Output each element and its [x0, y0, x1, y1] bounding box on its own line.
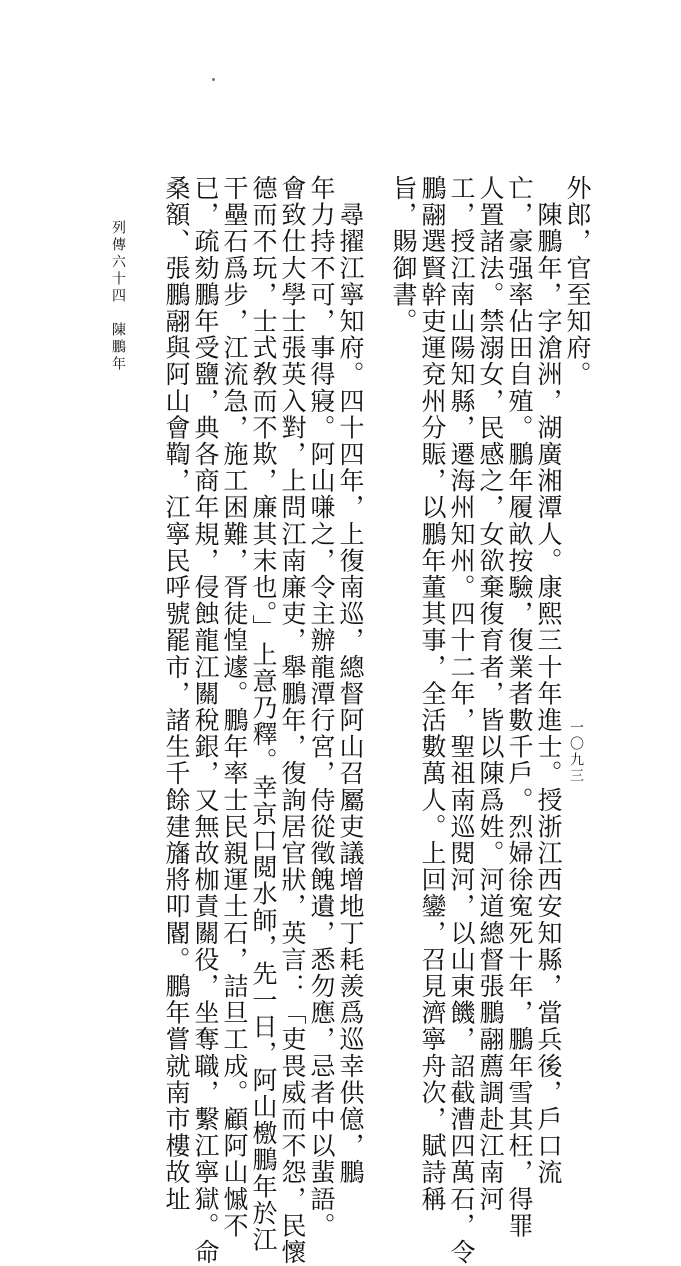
paper-speck: [212, 78, 215, 81]
text-column-7: 旨，賜御書。: [389, 175, 418, 335]
text-column-9: 年力持不可，事得寢。阿山嗛之，令主辦龍潭行宮，侍從徵餽遺，悉勿應，忌者中以蜚語。: [307, 175, 336, 1239]
text-column-10: 會致仕大學士張英入對，上問江南廉吏，舉鵬年，復詢居官狀，英言：「吏畏威而不怨，民懷: [278, 175, 307, 1266]
text-column-12: 干壘石爲步，江流急，施工困難，胥徒惶遽。鵬年率士民親運土石，詰旦工成。顧阿山慽不: [220, 175, 249, 1239]
text-column-2: 陳鵬年，字滄洲，湖廣湘潭人。康熙三十年進士。授浙江西安知縣，當兵後，戶口流: [534, 175, 563, 1186]
text-column-8: 尋擢江寧知府。四十四年，上復南巡，總督阿山召屬吏議增地丁耗羨爲巡幸供億，鵬: [336, 175, 365, 1186]
text-column-1: 外郎，官至知府。: [563, 175, 592, 388]
text-column-5: 工，授江南山陽知縣，遷海州知州。四十二年，聖祖南巡閱河，以山東饑，詔截漕四萬石，令: [447, 175, 476, 1266]
section-title: 列傳六十四 陳鵬年: [110, 220, 126, 373]
text-column-11: 德而不玩，士式敎而不欺，廉其末也。」上意乃釋。幸京口閲水師，先一日，阿山檄鵬年於江: [249, 175, 278, 1254]
text-column-13: 已，疏劾鵬年受鹽，典各商年規，侵蝕龍江關稅銀，又無故枷責關役，坐奪職，繫江寧獄。命: [191, 175, 220, 1266]
text-column-6: 鵬翮選賢幹吏運兗州分賑，以鵬年董其事，全活數萬人。上回鑾，召見濟寧舟次，賦詩稱: [418, 175, 447, 1213]
text-column-14: 桑額、張鵬翮與阿山會鞫，江寧民呼號罷市，諸生千餘建旛將叩閽。鵬年嘗就南市樓故址: [162, 175, 191, 1213]
text-column-4: 人置諸法。禁溺女，民感之，女欲棄復育者，皆以陳爲姓。河道總督張鵬翮薦調赴江南河: [476, 175, 505, 1213]
page-number: 一〇九三: [568, 720, 584, 784]
text-column-3: 亡，豪强率佔田自殖。鵬年履畝按驗，復業者數千戶。烈婦徐寃死十年，鵬年雪其枉，得罪: [505, 175, 534, 1239]
